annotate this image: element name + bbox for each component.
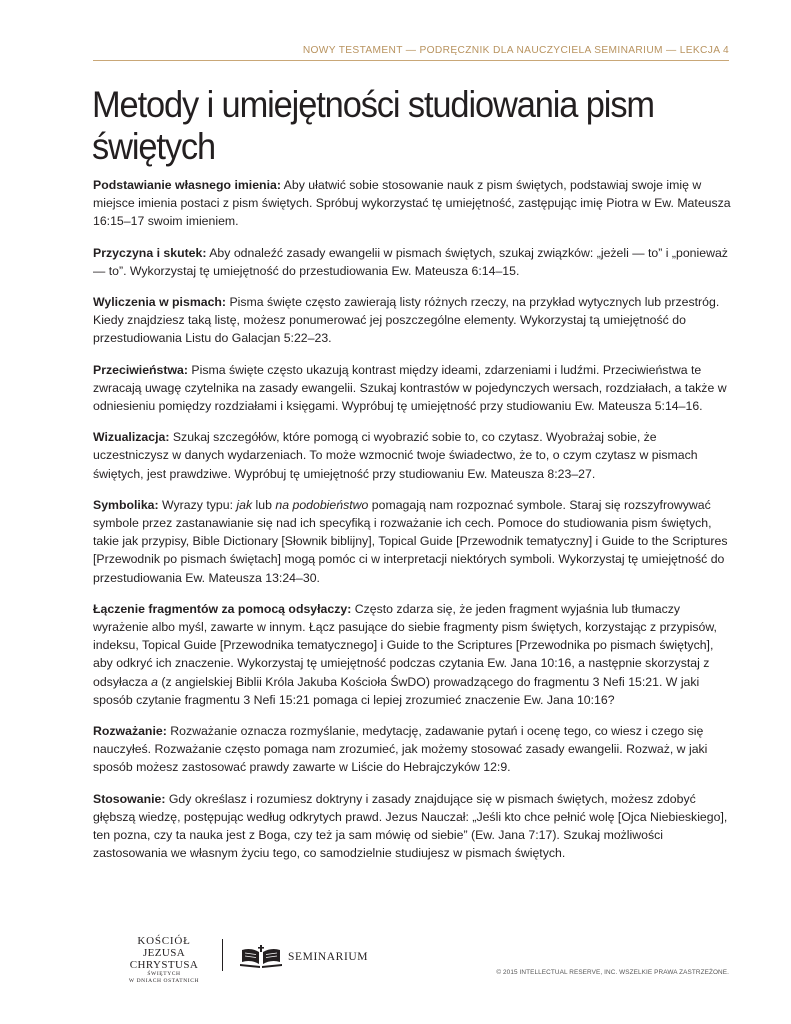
section-term: Wyliczenia w pismach:: [93, 295, 227, 310]
section-text: Pisma święte często zawierają listy różnych rzeczy, na przykład wytycznych lub przestróg. Kiedy znajdziesz taką listę, możesz ponumerować jej poszczególne elementy. Wykorzystaj tą umiejętność do przestudiowania Listu do Galacjan 5:22–23.: [93, 295, 720, 346]
section-term: Łączenie fragmentów za pomocą odsyłaczy:: [93, 601, 352, 616]
section-lists: [93, 293, 733, 348]
section-term: Podstawianie własnego imienia:: [93, 178, 281, 192]
section-name-substitution: [93, 176, 733, 231]
section-contrasts: [93, 361, 733, 416]
section-visualization: [93, 428, 733, 483]
running-header: NOWY TESTAMENT — PODRĘCZNIK DLA NAUCZYCIELA SEMINARIUM — LEKCJA 4: [302, 45, 729, 56]
section-italic: a: [151, 674, 158, 689]
section-text: Wyrazy typu:: [162, 497, 237, 512]
section-term: Przeciwieństwa:: [93, 362, 188, 377]
page-title: [92, 84, 734, 168]
section-italic: jak: [236, 497, 253, 512]
section-text: Aby ułatwić sobie stosowanie nauk z pism świętych, podstawiaj swoje imię w miejsce imienia postaci z pism świętych. Spróbuj wykorzystać tę umiejętność, zastępując imię Piotra w Ew. Mateusza 16:15–17 swoim imieniem.: [93, 178, 731, 229]
section-pondering: [93, 722, 733, 777]
section-application: [93, 790, 733, 863]
church-logo-line-1: KOŚCIÓŁ: [137, 935, 191, 947]
section-symbolism: [93, 496, 733, 587]
section-text: pomagają nam rozpoznać symbole. Staraj się rozszyfrowywać symbole przez zastanawianie się nad ich specyfiką i rozważanie ich cech. Pomoce do studiowania pism świętych, takie jak przypisy, Bible Dictionary [Słownik biblijny], Topical Guide [Przewodnik tematyczny] i Guide to the Scriptures [Przewodnik po pismach świętach] mogą pomóc ci w interpretacji niektórych symboli. Wykorzystaj tę umiejętność do przestudiowania Ew. Mateusza 13:24–30.: [93, 497, 728, 585]
section-cross-references: [93, 600, 733, 709]
header-divider: [93, 60, 729, 61]
section-term: Stosowanie:: [93, 791, 166, 806]
church-logo-line-2: JEZUSA CHRYSTUSA: [129, 947, 199, 971]
footer-divider: [222, 939, 223, 971]
section-text: Szukaj szczegółów, które pomogą ci wyobrazić sobie to, co czytasz. Wyobrażaj sobie, że uczestniczysz w danych wydarzeniach. To może wzmocnić twoje świadectwo, że to, o czym czytasz w pismach świętych, jest prawdziwe. Wypróbuj tę umiejętność przy studiowaniu Ew. Mateusza 8:23–27.: [93, 430, 698, 481]
section-italic: na podobieństwo: [275, 497, 369, 512]
skills-list: [93, 176, 733, 876]
page-title-line-2: świętych: [92, 126, 216, 167]
page-title-line-1: Metody i umiejętności studiowania pism: [92, 84, 654, 125]
church-logo-line-3: ŚWIĘTYCH: [147, 971, 181, 977]
section-term: Wizualizacja:: [93, 430, 170, 445]
section-text: Gdy określasz i rozumiesz doktryny i zasady znajdujące się w pismach świętych, możesz zdobyć głębszą wiedzę, postępując według odkrytych prawd. Jezus Nauczał: „Jeśli kto chce pełnić wolę [Ojca Niebieskiego], ten pozna, czy ta nauka jest z Boga, czy też ja sam mówię od siebie” (Ew. Jana 7:17). Szukaj możliwości zastosowania we własnym życiu tego, co samodzielnie studiujesz w pismach świętych.: [93, 791, 728, 861]
open-book-icon: [238, 942, 284, 970]
section-cause-effect: [93, 244, 733, 280]
section-term: Rozważanie:: [93, 724, 167, 739]
church-logo-line-4: W DNIACH OSTATNICH: [128, 978, 200, 984]
section-text: Rozważanie oznacza rozmyślanie, medytację, zadawanie pytań i ocenę tego, co wiesz i czego się nauczyłeś. Rozważanie często pomaga nam zrozumieć, jak możemy stosować zasady ewangelii. Rozważ, w jaki sposób możesz zastosować prawdy zawarte w Liście do Hebrajczyków 12:9.: [93, 724, 708, 775]
section-text: (z angielskiej Biblii Króla Jakuba Kościoła ŚwDO) prowadzącego do fragmentu 3 Nefi 15:21. W jaki sposób czytanie fragmentu 3 Nefi 15:21 pomaga ci lepiej zrozumieć znaczenie Ew. Jana 10:16?: [93, 674, 700, 707]
section-term: Symbolika:: [93, 497, 159, 512]
section-text: Często zdarza się, że jeden fragment wyjaśnia lub tłumaczy wyrażenie albo myśl, zawarte w innym. Łącz pasujące do siebie fragmenty pism świętych, korzystając z przypisów, indeksu, Topical Guide [Przewodnika tematycznego] i Guide to the Scriptures [Przewodnika po pismach świętych], aby odkryć ich znaczenie. Wykorzystaj tę umiejętność podczas czytania Ew. Jana 10:16, a następnie skorzystaj z odsyłacza: [93, 601, 717, 689]
section-text: lub: [252, 497, 276, 512]
church-logo: [110, 935, 218, 985]
section-text: Pisma święte często ukazują kontrast między ideami, zdarzeniami i ludźmi. Przeciwieństwa te zwracają uwagę czytelnika na zasady ewangelii. Szukaj kontrastów w pojedynczych wersach, rozdziałach, a także w odniesieniu pomiędzy rozdziałami i księgami. Wypróbuj tę umiejętność przy studiowaniu Ew. Mateusza 5:14–16.: [93, 362, 727, 414]
section-text: Aby odnaleźć zasady ewangelii w pismach świętych, szukaj związków: „jeżeli — to” i „ponieważ — to”. Wykorzystaj tę umiejętność do przestudiowania Ew. Mateusza 6:14–15.: [93, 245, 728, 278]
section-term: Przyczyna i skutek:: [93, 245, 207, 260]
seminary-label: SEMINARIUM: [288, 951, 369, 963]
copyright-notice: © 2015 INTELLECTUAL RESERVE, INC. WSZELKIE PRAWA ZASTRZEŻONE.: [496, 969, 729, 976]
